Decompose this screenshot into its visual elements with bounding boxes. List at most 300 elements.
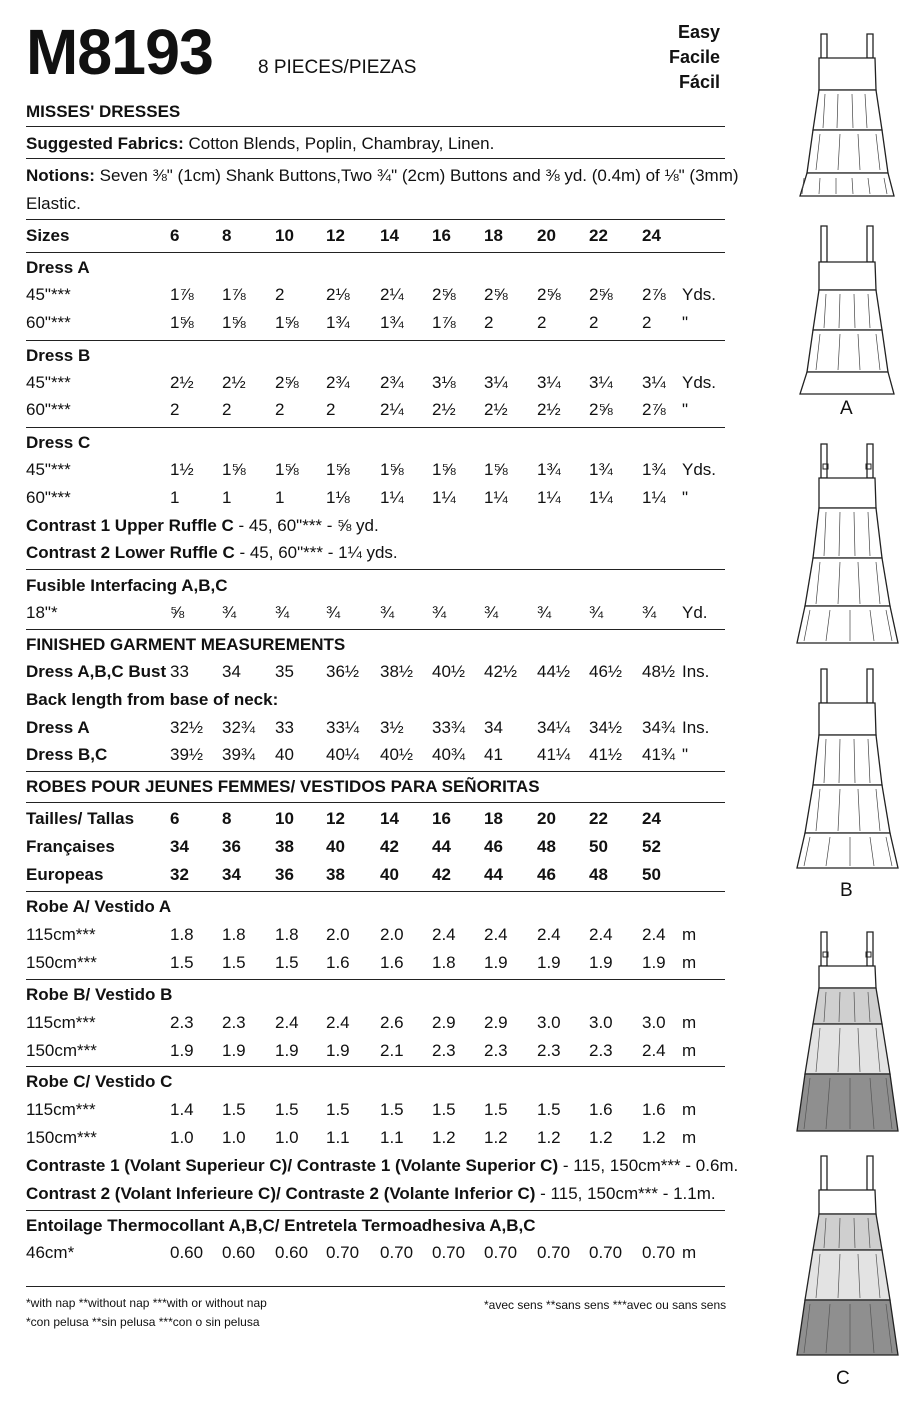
size-value-cell: 1.6 [380,953,404,972]
size-value-cell: 20 [537,226,556,245]
size-value-cell: 46 [484,837,503,856]
contrast-1-label: Contrast 1 Upper Ruffle C [26,516,234,535]
size-value-cell: 48½ [642,662,676,681]
difficulty-en: Easy [677,22,720,42]
size-value-cell: 40 [380,865,399,884]
size-value-cell: 34 [222,662,241,681]
size-value-cell: 38 [275,837,294,856]
size-value-cell: 1.5 [222,1100,246,1119]
size-value-cell: 1¼ [537,488,561,507]
size-value-cell: 33 [170,662,189,681]
size-value-cell: 1.5 [537,1100,561,1119]
size-value-cell: 2 [537,313,547,332]
size-value-cell: 10 [275,809,294,828]
row-label: 45"*** [26,460,71,479]
size-value-cell: 1.5 [170,953,194,972]
size-value-cell: 2⅝ [432,285,456,304]
finished-measurements-title: FINISHED GARMENT MEASUREMENTS [26,635,346,654]
size-value-cell: 1.9 [326,1041,350,1060]
size-value-cell: 2 [326,400,336,419]
size-value-cell: 2½ [222,373,246,392]
size-value-cell: 0.70 [589,1243,623,1262]
size-value-cell: 1⅝ [380,460,404,479]
divider [26,569,725,570]
size-value-cell: 3.0 [589,1013,613,1032]
row-label: Europeas [26,865,104,884]
size-value-cell: 2⅛ [326,285,350,304]
row-label: Dress A,B,C Bust [26,662,167,681]
divider [26,771,725,772]
size-value-cell: 40 [326,837,345,856]
dress-sketches [790,28,910,1373]
size-value-cell: ¾ [432,603,447,622]
size-value-cell: 1.2 [432,1128,456,1147]
size-value-cell: 0.70 [380,1243,414,1262]
size-value-cell: 1.6 [326,953,350,972]
size-value-cell: 48 [537,837,556,856]
size-value-cell: 1⅞ [170,285,194,304]
dress-b-title: Dress B [26,346,91,365]
row-label: 60"*** [26,400,71,419]
view-b-label: B [840,880,853,901]
size-value-cell: 22 [589,809,608,828]
size-value-cell: 34¼ [537,718,571,737]
size-value-cell: 1¾ [326,313,350,332]
size-value-cell: 44½ [537,662,571,681]
size-value-cell: 1.5 [484,1100,508,1119]
size-value-cell: 20 [537,809,556,828]
size-value-cell: 1¾ [642,460,666,479]
dress-c-45-row [26,460,725,486]
size-value-cell: 0.70 [432,1243,466,1262]
size-value-cell: 2¾ [380,373,404,392]
size-value-cell: 40 [275,745,294,764]
size-value-cell: 0.70 [484,1243,518,1262]
dress-view-b-front-sketch [797,444,898,643]
size-value-cell: 2 [275,285,285,304]
divider [26,340,725,341]
size-value-cell: 2.0 [380,925,404,944]
dress-view-c-front-sketch [797,932,898,1131]
row-label: 45"*** [26,373,71,392]
size-value-cell: 1¾ [380,313,404,332]
size-value-cell: 2⅝ [275,373,299,392]
size-value-cell: 36½ [326,662,360,681]
size-value-cell: 1.1 [380,1128,404,1147]
size-value-cell: 0.60 [222,1243,256,1262]
contraste-1-value: - 115, 150cm*** - 0.6m. [558,1156,739,1175]
size-value-cell: 1¼ [432,488,456,507]
size-value-cell: 2 [170,400,180,419]
back-length-label: Back length from base of neck: [26,690,279,709]
size-value-cell: 2 [642,313,652,332]
size-value-cell: 1.2 [484,1128,508,1147]
size-value-cell: 1.5 [432,1100,456,1119]
robe-b-title: Robe B/ Vestido B [26,985,173,1004]
size-value-cell: 41 [484,745,503,764]
robe-a-title: Robe A/ Vestido A [26,897,172,916]
pattern-number: M8193 [26,16,213,88]
divider [26,219,725,220]
page-title: MISSES' DRESSES [26,102,181,121]
size-value-cell: 36 [222,837,241,856]
size-value-cell: 3¼ [642,373,666,392]
contraste-2-yardage [26,1184,716,1204]
interfacing-title: Fusible Interfacing A,B,C [26,576,228,595]
interfacing-row [26,603,725,629]
size-value-cell: 1.5 [380,1100,404,1119]
size-value-cell: 24 [642,809,661,828]
size-value-cell: 0.60 [275,1243,309,1262]
size-value-cell: 0.60 [170,1243,204,1262]
divider [26,126,725,127]
size-value-cell: 44 [484,865,503,884]
size-value-cell: 2⅞ [642,400,666,419]
row-label: 45"*** [26,285,71,304]
robe-c-150-row [26,1128,725,1154]
unit-label: m [682,1243,697,1262]
size-value-cell: 6 [170,226,180,245]
size-value-cell: 2½ [484,400,508,419]
contraste-1-yardage [26,1156,738,1176]
unit-label: " [682,488,689,507]
size-value-cell: 6 [170,809,180,828]
metric-sizes-row [26,809,725,835]
size-value-cell: 1¾ [537,460,561,479]
size-value-cell: 1.8 [170,925,194,944]
size-value-cell: 2½ [432,400,456,419]
size-value-cell: 1.9 [222,1041,246,1060]
robe-c-title: Robe C/ Vestido C [26,1072,173,1091]
size-value-cell: 1.9 [170,1041,194,1060]
size-value-cell: 1¼ [642,488,666,507]
size-value-cell: 1.5 [222,953,246,972]
size-value-cell: 39½ [170,745,204,764]
francaises-row [26,837,725,863]
size-value-cell: 38 [326,865,345,884]
size-value-cell: 1.8 [275,925,299,944]
footnote-fr: *avec sens **sans sens ***avec ou sans sens [484,1298,727,1312]
size-value-cell: 2⅞ [642,285,666,304]
divider [26,1286,725,1287]
bust-row [26,662,725,688]
divider [26,158,725,159]
size-value-cell: 1⅝ [275,460,299,479]
size-value-cell: 2.3 [222,1013,246,1032]
size-value-cell: 33 [275,718,294,737]
size-value-cell: ¾ [326,603,341,622]
size-value-cell: 1⅝ [326,460,350,479]
size-value-cell: 1.2 [642,1128,666,1147]
size-value-cell: 0.70 [642,1243,676,1262]
size-value-cell: 46 [537,865,556,884]
size-value-cell: 1.8 [222,925,246,944]
size-value-cell: 32½ [170,718,204,737]
dress-a-60-row [26,313,725,339]
divider [26,891,725,892]
size-value-cell: 1.9 [589,953,613,972]
unit-label: Ins. [682,718,710,737]
size-value-cell: 18 [484,809,503,828]
size-value-cell: 14 [380,226,399,245]
size-value-cell: 8 [222,809,232,828]
size-value-cell: 2.4 [432,925,456,944]
size-value-cell: 1¼ [484,488,508,507]
row-label: 150cm*** [26,953,97,972]
size-value-cell: 48 [589,865,608,884]
size-value-cell: 1.9 [484,953,508,972]
size-value-cell: 1⅝ [222,313,246,332]
size-value-cell: 32¾ [222,718,256,737]
size-value-cell: 22 [589,226,608,245]
dress-a-45-row [26,285,725,311]
size-value-cell: 1.5 [275,1100,299,1119]
size-value-cell: 2⅝ [589,285,613,304]
size-value-cell: 1.2 [589,1128,613,1147]
pieces-count: 8 PIECES/PIEZAS [258,57,417,78]
size-value-cell: 2.9 [484,1013,508,1032]
size-value-cell: ¾ [275,603,290,622]
size-value-cell: 2 [222,400,232,419]
size-value-cell: 34 [170,837,189,856]
size-value-cell: 35 [275,662,294,681]
size-value-cell: 3¼ [537,373,561,392]
size-value-cell: 3.0 [642,1013,666,1032]
europeas-row [26,865,725,891]
dress-view-a-back-sketch [800,34,894,196]
size-value-cell: 1⅝ [432,460,456,479]
size-value-cell: 42 [432,865,451,884]
size-value-cell: 1.5 [275,953,299,972]
dress-view-c-back-sketch [797,1156,898,1355]
notions [26,166,739,186]
size-value-cell: 2.4 [642,925,666,944]
size-value-cell: 0.70 [326,1243,360,1262]
size-value-cell: 2 [589,313,599,332]
size-value-cell: 2.4 [642,1041,666,1060]
size-value-cell: 1.9 [537,953,561,972]
size-value-cell: 3½ [380,718,404,737]
divider [26,802,725,803]
size-value-cell: 1½ [170,460,194,479]
back-length-dress-a-row [26,718,725,744]
difficulty-es: Fácil [678,72,720,92]
size-value-cell: 39¾ [222,745,256,764]
size-value-cell: 33¼ [326,718,360,737]
unit-label: m [682,925,697,944]
contrast-1-value: - 45, 60"*** - ⅝ yd. [233,516,379,535]
footnote-es: *con pelusa **sin pelusa ***con o sin pelusa [26,1315,260,1329]
size-value-cell: 2⅝ [484,285,508,304]
footnote-en: *with nap **without nap ***with or without nap [26,1296,267,1310]
row-label: 46cm* [26,1243,75,1262]
size-value-cell: 8 [222,226,232,245]
size-value-cell: 1 [275,488,285,507]
dress-a-title: Dress A [26,258,90,277]
size-value-cell: 12 [326,226,345,245]
row-label: 60"*** [26,313,71,332]
size-value-cell: 2.4 [275,1013,299,1032]
size-value-cell: ¾ [537,603,552,622]
size-value-cell: 41½ [589,745,623,764]
fabrics-label: Suggested Fabrics: [26,134,184,153]
size-value-cell: 44 [432,837,451,856]
size-value-cell: 34½ [589,718,623,737]
row-label: 18"* [26,603,58,622]
contrast-2-value: - 45, 60"*** - 1¼ yds. [234,543,398,562]
size-value-cell: 40¾ [432,745,466,764]
size-value-cell: 3⅛ [432,373,456,392]
difficulty-fr: Facile [668,47,720,67]
size-value-cell: 34¾ [642,718,676,737]
size-value-cell: 2.3 [170,1013,194,1032]
size-value-cell: 46½ [589,662,623,681]
back-length-dress-bc-row [26,745,725,771]
size-value-cell: 14 [380,809,399,828]
dress-c-60-row [26,488,725,514]
size-value-cell: ⅝ [170,603,185,622]
size-value-cell: 1¼ [589,488,613,507]
size-value-cell: 2 [275,400,285,419]
size-value-cell: 16 [432,226,451,245]
notions-label: Notions: [26,166,95,185]
unit-label: Yds. [682,373,717,392]
contrast-2-yardage [26,543,398,563]
contraste-2-label: Contrast 2 (Volant Inferieure C)/ Contraste 2 (Volante Inferior C) [26,1184,536,1203]
size-value-cell: 2.1 [380,1041,404,1060]
entoilage-title: Entoilage Thermocollant A,B,C/ Entretela Termoadhesiva A,B,C [26,1216,536,1235]
size-value-cell: 2.3 [589,1041,613,1060]
entoilage-row [26,1243,725,1269]
row-label: Françaises [26,837,115,856]
size-value-cell: 1¼ [380,488,404,507]
size-value-cell: 1.0 [222,1128,246,1147]
view-a-label: A [840,398,853,419]
size-value-cell: ¾ [380,603,395,622]
size-value-cell: 38½ [380,662,414,681]
size-value-cell: 3¼ [484,373,508,392]
divider [26,629,725,630]
contrast-1-yardage [26,516,379,536]
size-value-cell: 2⅝ [537,285,561,304]
size-value-cell: ¾ [589,603,604,622]
size-value-cell: 2 [484,313,494,332]
size-value-cell: 1⅞ [222,285,246,304]
dress-view-b-back-sketch [797,669,898,868]
size-value-cell: 2.9 [432,1013,456,1032]
unit-label: m [682,953,697,972]
divider [26,979,725,980]
size-value-cell: 1.0 [275,1128,299,1147]
size-value-cell: 0.70 [537,1243,571,1262]
size-value-cell: 2.4 [326,1013,350,1032]
size-value-cell: 50 [589,837,608,856]
robe-b-115-row [26,1013,725,1039]
unit-label: Ins. [682,662,710,681]
notions-value: Seven ⅜" (1cm) Shank Buttons,Two ¾" (2cm) Buttons and ⅜ yd. (0.4m) of ⅛" (3mm) [99,166,739,185]
size-value-cell: 1.1 [326,1128,350,1147]
size-value-cell: 34 [222,865,241,884]
contrast-2-label: Contrast 2 Lower Ruffle C [26,543,235,562]
size-value-cell: 2.0 [326,925,350,944]
size-value-cell: 41¼ [537,745,571,764]
view-c-label: C [836,1368,850,1389]
divider [26,1210,725,1211]
size-value-cell: 52 [642,837,661,856]
size-value-cell: 1 [170,488,180,507]
size-value-cell: 2½ [537,400,561,419]
size-value-cell: ¾ [642,603,657,622]
size-value-cell: 1.4 [170,1100,194,1119]
unit-label: " [682,400,689,419]
size-value-cell: 1⅝ [484,460,508,479]
size-value-cell: 2¾ [326,373,350,392]
divider [26,252,725,253]
size-value-cell: 2¼ [380,400,404,419]
row-label: 115cm*** [26,925,96,944]
row-label: 115cm*** [26,1013,96,1032]
row-label: 150cm*** [26,1128,97,1147]
size-value-cell: 3.0 [537,1013,561,1032]
row-label: Sizes [26,226,70,245]
size-value-cell: 40½ [380,745,414,764]
size-value-cell: 50 [642,865,661,884]
row-label: 115cm*** [26,1100,96,1119]
size-value-cell: 40¼ [326,745,360,764]
size-value-cell: 2.3 [537,1041,561,1060]
unit-label: Yds. [682,285,717,304]
size-value-cell: 2.3 [432,1041,456,1060]
size-value-cell: ¾ [222,603,237,622]
size-value-cell: 1¾ [589,460,613,479]
size-value-cell: 2.4 [589,925,613,944]
unit-label: " [682,745,689,764]
size-value-cell: 3¼ [589,373,613,392]
size-value-cell: 41¾ [642,745,676,764]
dress-b-60-row [26,400,725,426]
sizes-row [26,226,725,252]
robe-b-150-row [26,1041,725,1067]
size-value-cell: 42½ [484,662,518,681]
unit-label: m [682,1013,697,1032]
size-value-cell: 1.9 [642,953,666,972]
size-value-cell: 2½ [170,373,194,392]
size-value-cell: 12 [326,809,345,828]
size-value-cell: 1.6 [589,1100,613,1119]
size-value-cell: 33¾ [432,718,466,737]
size-value-cell: 42 [380,837,399,856]
suggested-fabrics [26,134,494,154]
dress-view-a-front-sketch [800,226,894,394]
row-label: Dress A [26,718,90,737]
size-value-cell: 18 [484,226,503,245]
unit-label: m [682,1100,697,1119]
fabrics-value: Cotton Blends, Poplin, Chambray, Linen. [188,134,495,153]
robe-a-115-row [26,925,725,951]
size-value-cell: 10 [275,226,294,245]
size-value-cell: 1.5 [326,1100,350,1119]
size-value-cell: 1.2 [537,1128,561,1147]
contraste-1-label: Contraste 1 (Volant Superieur C)/ Contraste 1 (Volante Superior C) [26,1156,559,1175]
row-label: 60"*** [26,488,71,507]
size-value-cell: 34 [484,718,503,737]
size-value-cell: 24 [642,226,661,245]
size-value-cell: 40½ [432,662,466,681]
unit-label: " [682,313,689,332]
row-label: Tailles/ Tallas [26,809,135,828]
size-value-cell: 2.4 [484,925,508,944]
size-value-cell: 2.6 [380,1013,404,1032]
